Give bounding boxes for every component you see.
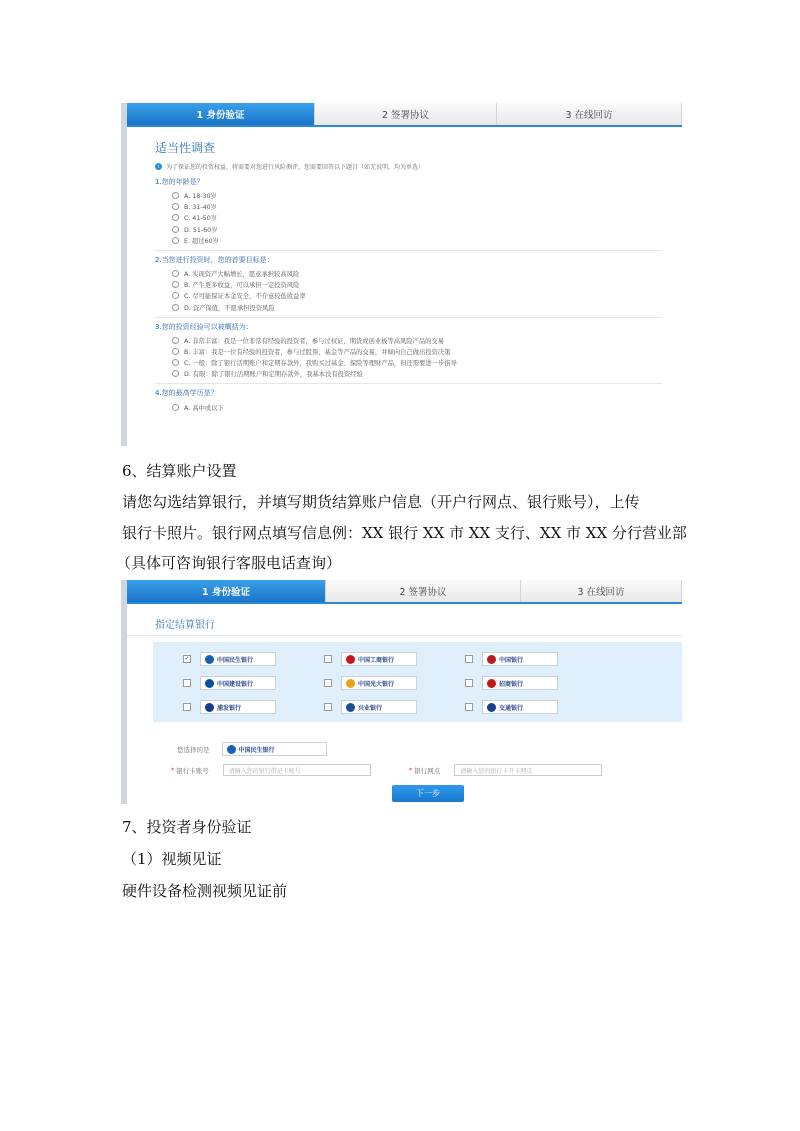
option-label: A. 高中或以下 [184,404,224,412]
branch-row [409,764,602,776]
bank-option[interactable] [324,676,417,690]
bank-option[interactable] [465,676,558,690]
bank-name: 招商银行 [499,680,524,688]
bank-logo-icon [205,679,214,688]
bank-name: 交通银行 [499,704,524,712]
bank-logo-icon [487,679,496,688]
bank-option[interactable] [465,700,558,714]
step-tabs [127,103,682,127]
bank-logo[interactable] [200,652,276,666]
bank-logo[interactable] [200,676,276,690]
bank-logo-icon [205,703,214,712]
option-label: A. 实现资产大幅增长，愿意承担较高风险 [184,271,300,279]
option[interactable] [155,279,682,290]
bank-checkbox[interactable] [465,655,473,663]
option-label: D. 有限：除了银行活期账户和定期存款外，我基本没有投资经验 [184,371,363,379]
bank-logo-icon [346,655,355,664]
option-label: C. 41-50岁 [184,215,217,223]
radio-icon[interactable] [172,370,179,377]
survey-screenshot [121,103,682,446]
tab-online-visit[interactable]: 3 在线回访 [497,103,682,125]
bank-option[interactable] [324,652,417,666]
card-number-label: 银行卡账号 [176,766,209,775]
bank-option[interactable] [324,700,417,714]
bank-name: 中国建设银行 [217,680,254,688]
option-label: B. 丰富：我是一位有经验的投资者，参与过股票、基金等产品的交易，并倾向自己做出投资决策 [184,348,451,356]
option-label: C. 尽可能保证本金安全，不介意较低收益率 [184,293,306,301]
tab-sign-agreement[interactable]: 2 签署协议 [326,580,521,602]
option-label: D. 资产保值，不愿承担投资风险 [184,304,275,312]
required-mark: * [409,766,413,774]
question-2: 2.当您进行投资时，您的首要目标是： [155,255,274,264]
section-6-heading: 6、结算账户设置 [122,462,237,480]
section-6-line-2: 银行卡照片。银行网点填写信息例：XX 银行 XX 市 XX 支行、XX 市 XX 分行营业部 [122,524,687,542]
survey-title: 适当性调查 [155,141,216,155]
bank-checkbox[interactable] [324,703,332,711]
option[interactable] [155,268,682,279]
bank-name: 中国民生银行 [217,656,254,664]
bank-name: 兴业银行 [358,704,383,712]
bank-logo[interactable] [482,652,558,666]
card-number-row [171,764,371,776]
bank-logo[interactable] [341,676,417,690]
selected-bank-row [177,742,327,756]
bank-option[interactable] [465,652,558,666]
selected-bank-name: 中国民生银行 [238,746,275,754]
divider [155,383,662,384]
option-label: B. 31-40岁 [184,204,217,212]
branch-label: 银行网点 [414,766,441,775]
bank-section-title: 指定结算银行 [127,604,682,636]
bank-name: 中国银行 [499,656,524,664]
option-label: B. 产生更多收益，可以承担一定投资风险 [184,282,300,290]
bank-logo-icon [227,745,236,754]
branch-input[interactable]: 请输入您的银行卡开卡网点 [454,764,602,776]
radio-icon[interactable] [172,404,179,411]
tab-identity[interactable]: 1 身份验证 [127,103,315,125]
divider [155,250,662,251]
option[interactable] [155,212,682,223]
next-button[interactable]: 下一步 [392,785,464,802]
option[interactable] [155,224,682,235]
survey-body [127,127,682,413]
radio-icon[interactable] [172,226,179,233]
section-7-heading: 7、投资者身份验证 [122,818,252,836]
bank-name: 中国工商银行 [358,656,395,664]
option[interactable] [155,201,682,212]
tab-online-visit[interactable]: 3 在线回访 [521,580,682,602]
radio-icon[interactable] [172,281,179,288]
bank-option[interactable] [183,700,276,714]
radio-icon[interactable] [172,214,179,221]
selected-bank-logo [222,742,327,756]
question-1: 1.您的年龄是？ [155,178,204,186]
option-label: D. 51-60岁 [184,226,218,234]
bank-logo-icon [346,703,355,712]
bank-logo-icon [487,655,496,664]
tab-sign-agreement[interactable]: 2 签署协议 [315,103,497,125]
bank-checkbox[interactable] [465,679,473,687]
question-4: 4.您的最高学历是？ [155,389,218,398]
step-tabs [127,580,682,604]
bank-logo[interactable] [200,700,276,714]
option[interactable] [155,190,682,201]
bank-logo[interactable] [341,700,417,714]
bank-logo-icon [487,703,496,712]
option[interactable] [155,302,682,313]
radio-icon[interactable] [172,292,179,299]
bank-checkbox[interactable] [465,703,473,711]
bank-grid [153,642,682,722]
question-3: 3.您的投资经验可以被概括为： [155,322,253,331]
bank-checkbox[interactable] [324,679,332,687]
option[interactable] [155,335,682,346]
option[interactable] [155,357,682,368]
bank-option[interactable] [183,652,276,666]
section-7-sub-2: 硬件设备检测视频见证前 [122,882,288,900]
bank-checkbox[interactable] [183,703,191,711]
option[interactable] [155,401,682,412]
radio-icon[interactable] [172,203,179,210]
radio-icon[interactable] [172,348,179,355]
option-label: A. 非常丰富：我是一位非常有经验的投资者，参与过权证、期货或创业板等高风险产品的交易 [184,337,445,345]
tab-identity[interactable]: 1 身份验证 [127,580,326,602]
bank-name: 浦发银行 [217,704,242,712]
section-6-line-1: 请您勾选结算银行，并填写期货结算账户信息（开户行网点、银行账号），上传 [122,493,640,511]
bank-name: 中国光大银行 [358,680,395,688]
radio-icon[interactable] [172,337,179,344]
survey-notice [155,162,682,171]
bank-logo-icon [346,679,355,688]
radio-icon[interactable] [172,270,179,277]
info-icon: i [155,163,162,170]
radio-icon[interactable] [172,304,179,311]
radio-icon[interactable] [172,237,179,244]
required-mark: * [171,766,175,774]
option-label: A. 18-30岁 [184,193,217,201]
option[interactable] [155,235,682,246]
bank-checkbox[interactable] [183,679,191,687]
option-label: C. 一般：除了银行活期账户和定期存款外，我购买过基金、保险等理财产品，但还需要进一步指导 [184,360,457,368]
section-6-line-3: （具体可咨询银行客服电话查询） [116,554,342,572]
option-label: E. 超过60岁 [184,237,219,245]
bank-option[interactable] [183,676,276,690]
radio-icon[interactable] [172,192,179,199]
bank-logo-icon [205,655,214,664]
card-number-input[interactable]: 请输入您的银行借记卡账号 [223,764,371,776]
bank-checkbox[interactable] [324,655,332,663]
bank-logo[interactable] [482,676,558,690]
bank-logo[interactable] [482,700,558,714]
option[interactable] [155,290,682,301]
radio-icon[interactable] [172,359,179,366]
option[interactable] [155,346,682,357]
bank-screenshot [121,580,682,804]
bank-logo[interactable] [341,652,417,666]
option[interactable] [155,368,682,379]
selected-label: 您选择的是 [177,745,210,754]
notice-text: 为了保证您的投资权益，将需要对您进行风险测评，您需要回答以下题目（如无说明，均为单选） [166,164,425,171]
bank-checkbox[interactable]: ✓ [184,655,190,662]
section-7-sub-1: （1）视频见证 [122,850,222,868]
divider [155,317,662,318]
